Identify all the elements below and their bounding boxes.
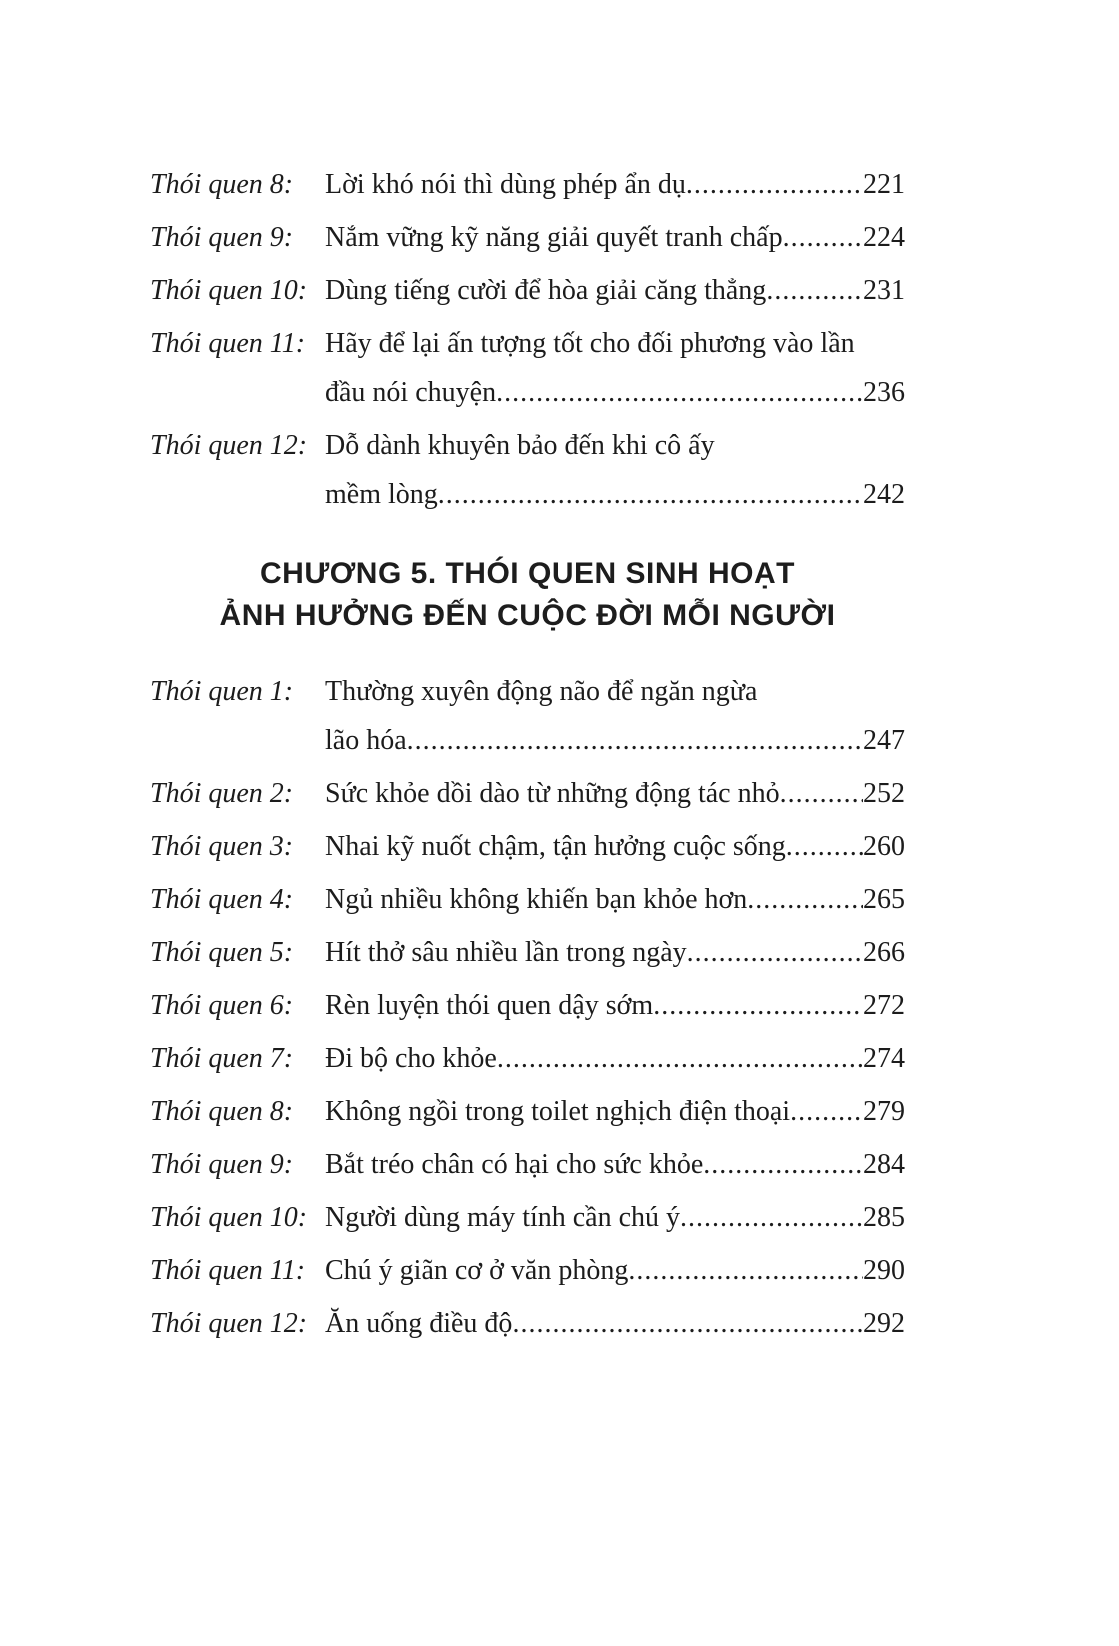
toc-entry-title: Sức khỏe dồi dào từ những động tác nhỏ <box>325 778 780 809</box>
toc-entry-page: 279 <box>863 1096 905 1127</box>
toc-entry <box>150 1193 905 1242</box>
toc-entry-page: 265 <box>863 884 905 915</box>
toc-entry-title: Lời khó nói thì dùng phép ẩn dụ <box>325 169 686 200</box>
toc-entry-label: Thói quen 4: <box>150 884 294 915</box>
toc-entry-title: Thường xuyên động não để ngăn ngừa <box>325 676 758 707</box>
toc-entry-title: Hít thở sâu nhiều lần trong ngày <box>325 937 687 968</box>
toc-entry-label: Thói quen 10: <box>150 1202 308 1233</box>
dot-leader <box>687 928 863 977</box>
toc-entry-page: 274 <box>863 1043 905 1074</box>
toc-entry-label: Thói quen 8: <box>150 1096 294 1127</box>
chapter-heading <box>150 553 905 637</box>
dot-leader <box>496 368 863 417</box>
toc-entry <box>150 822 905 871</box>
dot-leader <box>790 1087 863 1136</box>
toc-entry-title-continued: đầu nói chuyện <box>325 377 497 408</box>
toc-entry-title: Nắm vững kỹ năng giải quyết tranh chấp <box>325 222 783 253</box>
toc-entry <box>150 213 905 262</box>
dot-leader <box>780 769 863 818</box>
toc-entry-title: Hãy để lại ấn tượng tốt cho đối phương vào lần <box>325 328 855 359</box>
toc-entry <box>150 266 905 315</box>
toc-entry-title: Nhai kỹ nuốt chậm, tận hưởng cuộc sống <box>325 831 786 862</box>
toc-entry-label: Thói quen 1: <box>150 676 294 707</box>
toc-entry-label: Thói quen 12: <box>150 1308 308 1339</box>
toc-entry-title: Ăn uống điều độ <box>325 1308 513 1339</box>
toc-entry-label: Thói quen 7: <box>150 1043 294 1074</box>
toc-entry-page: 260 <box>863 831 905 862</box>
toc-entry <box>150 875 905 924</box>
toc-entry-page: 292 <box>863 1308 905 1339</box>
dot-leader <box>512 1299 863 1348</box>
dot-leader <box>628 1246 863 1295</box>
toc-entry-label: Thói quen 9: <box>150 1149 294 1180</box>
toc-entry-label: Thói quen 6: <box>150 990 294 1021</box>
toc-entry <box>150 1087 905 1136</box>
toc-entry-label: Thói quen 3: <box>150 831 294 862</box>
dot-leader <box>747 875 863 924</box>
toc-entry <box>150 667 905 765</box>
toc-entry-label: Thói quen 2: <box>150 778 294 809</box>
toc-entry-page: 236 <box>863 377 905 408</box>
toc-entry-page: 284 <box>863 1149 905 1180</box>
toc-entry <box>150 1034 905 1083</box>
toc-entry-page: 221 <box>863 169 905 200</box>
toc-entry-title: Không ngồi trong toilet nghịch điện thoại <box>325 1096 791 1127</box>
toc-entry-label: Thói quen 12: <box>150 430 308 461</box>
toc-entry-page: 290 <box>863 1255 905 1286</box>
toc-entry <box>150 319 905 417</box>
toc-entry-label: Thói quen 5: <box>150 937 294 968</box>
toc-entry <box>150 1140 905 1189</box>
toc-entry-title: Chú ý giãn cơ ở văn phòng <box>325 1255 629 1286</box>
dot-leader <box>680 1193 863 1242</box>
toc-entry-label: Thói quen 8: <box>150 169 294 200</box>
toc-entry-page: 224 <box>863 222 905 253</box>
toc-entry-label: Thói quen 11: <box>150 328 306 359</box>
toc-entry <box>150 981 905 1030</box>
toc-entry-title: Dùng tiếng cười để hòa giải căng thẳng <box>325 275 767 306</box>
dot-leader <box>438 470 863 519</box>
toc-entry-title-continued: lão hóa <box>325 725 407 756</box>
toc-entry-title: Người dùng máy tính cần chú ý <box>325 1202 681 1233</box>
toc-entry-page: 247 <box>863 725 905 756</box>
toc-entry <box>150 421 905 519</box>
toc-entry-page: 272 <box>863 990 905 1021</box>
toc-entry-label: Thói quen 9: <box>150 222 294 253</box>
dot-leader <box>703 1140 863 1189</box>
toc-entry <box>150 1246 905 1295</box>
chapter-heading-line2: ẢNH HƯỞNG ĐẾN CUỘC ĐỜI MỖI NGƯỜI <box>219 599 836 632</box>
toc-entry-page: 231 <box>863 275 905 306</box>
chapter-heading-line1: CHƯƠNG 5. THÓI QUEN SINH HOẠT <box>259 557 795 590</box>
dot-leader <box>407 716 863 765</box>
dot-leader <box>783 213 863 262</box>
toc-entry-page: 242 <box>863 479 905 510</box>
toc-entry-title: Ngủ nhiều không khiến bạn khỏe hơn <box>325 884 748 915</box>
dot-leader <box>766 266 863 315</box>
dot-leader <box>497 1034 863 1083</box>
toc-entry <box>150 160 905 209</box>
dot-leader <box>786 822 863 871</box>
toc-entry <box>150 1299 905 1348</box>
dot-leader <box>653 981 863 1030</box>
dot-leader <box>686 160 863 209</box>
toc-entry-title: Bắt tréo chân có hại cho sức khỏe <box>325 1149 704 1180</box>
toc-entry-page: 252 <box>863 778 905 809</box>
toc-entry-title: Rèn luyện thói quen dậy sớm <box>325 990 654 1021</box>
toc-entry-label: Thói quen 11: <box>150 1255 306 1286</box>
toc-entry-title: Dỗ dành khuyên bảo đến khi cô ấy <box>325 430 715 461</box>
toc-entry <box>150 928 905 977</box>
toc-entry-page: 285 <box>863 1202 905 1233</box>
toc-entry-title-continued: mềm lòng <box>325 479 438 510</box>
toc-entry <box>150 769 905 818</box>
toc-entry-page: 266 <box>863 937 905 968</box>
toc-entry-label: Thói quen 10: <box>150 275 308 306</box>
toc-entry-title: Đi bộ cho khỏe <box>325 1043 497 1074</box>
